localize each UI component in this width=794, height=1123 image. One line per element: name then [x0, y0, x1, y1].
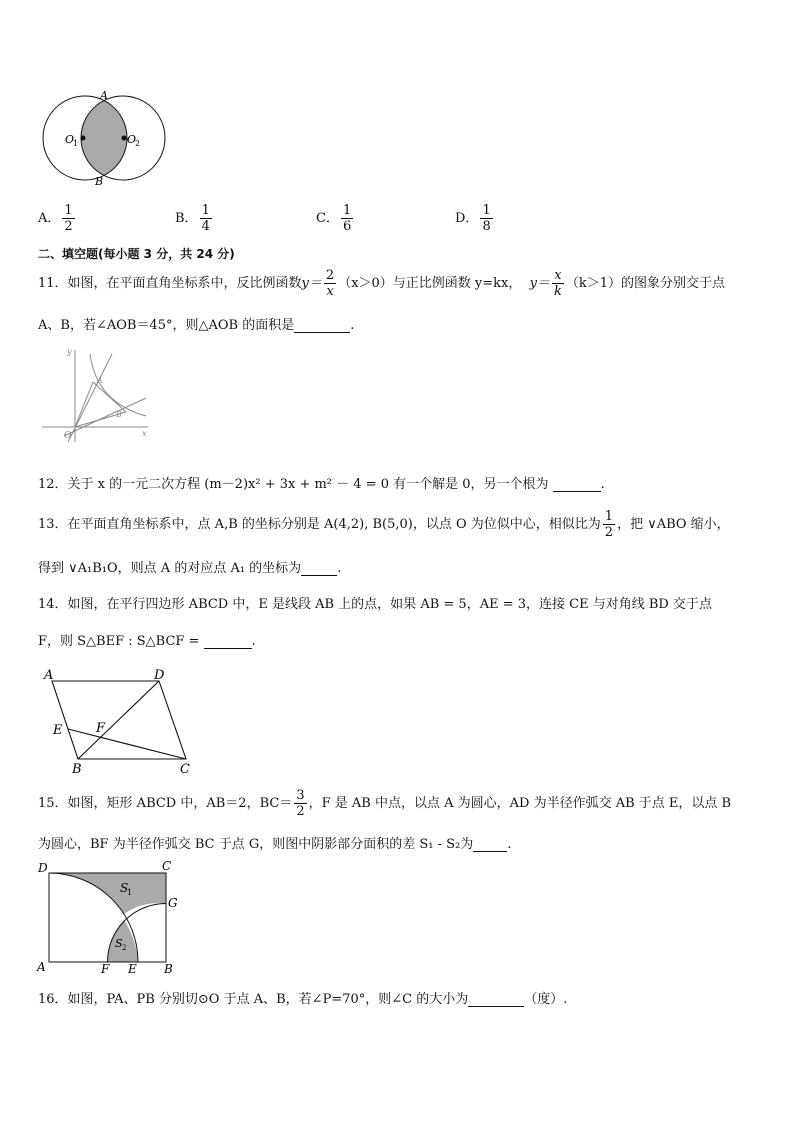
label-o2: O [127, 133, 137, 146]
axis-y-label: y [67, 347, 72, 356]
q15-line2: 为圆心，BF 为半径作弧交 BC 于点 G，则图中阴影部分面积的差 S₁ - S₂为 . [38, 837, 512, 852]
label-o1: O [65, 133, 75, 146]
option-a[interactable]: A． $\frac{1}{2}$ [38, 203, 73, 234]
vertex-f: F [96, 721, 106, 736]
point-a-label: A [97, 376, 103, 385]
vertex-c: C [180, 762, 190, 777]
q13-line2: 得到 ∨A₁B₁O，则点 A 的对应点 A₁ 的坐标为 . [38, 561, 342, 576]
s2-label: S [115, 937, 123, 950]
q14-answer-blank[interactable] [204, 636, 252, 649]
q11-line2: A、B，若∠AOB＝45°，则△AOB 的面积是 . [38, 318, 355, 333]
option-d[interactable]: D． $\frac{1}{8}$ [455, 203, 491, 234]
point-b-label: B [116, 410, 122, 419]
q11-answer-blank[interactable] [294, 320, 350, 333]
rect-f: F [101, 962, 110, 976]
q15-answer-blank[interactable] [473, 839, 507, 852]
label-o2-sub: 2 [135, 139, 141, 148]
origin-label: O [64, 431, 72, 441]
vertex-a: A [44, 668, 54, 683]
q13-answer-blank[interactable] [301, 563, 337, 576]
q12-line: 12．关于 x 的一元二次方程 (m－2)x² + 3x + m² － 4 = 0 有一个解是 0，另一个根为 . [38, 477, 605, 492]
section-title: 二、填空题(每小题 3 分，共 24 分) [38, 247, 235, 261]
rect-b: B [164, 962, 173, 976]
s1-sub: 1 [127, 888, 133, 897]
s2-sub: 2 [122, 944, 127, 952]
vertex-d: D [154, 668, 165, 683]
q16-answer-blank[interactable] [468, 994, 524, 1007]
rect-d: D [38, 861, 48, 875]
s1-label: S [120, 881, 129, 895]
rect-e: E [128, 962, 137, 976]
q15-rectangle-figure [34, 856, 184, 978]
rect-g: G [168, 896, 178, 910]
axis-x-label: x [142, 429, 147, 438]
q14-parallelogram-figure [38, 662, 198, 777]
rect-a: A [37, 960, 46, 974]
label-o1-sub: 1 [73, 139, 79, 148]
rect-c: C [162, 859, 172, 873]
q12-answer-blank[interactable] [553, 479, 601, 492]
vertex-e: E [53, 723, 63, 738]
q11-graph-figure [38, 342, 153, 447]
q15-line1: 15．如图，矩形 ABCD 中，AB＝2，BC＝ $\frac{3}{2}$ ，F 是 AB 中点，以点 A 为圆心，AD 为半径作弧交 AB 于点 E，以点 B [38, 788, 732, 819]
option-c[interactable]: C． $\frac{1}{6}$ [316, 203, 352, 234]
label-b: B [95, 175, 104, 188]
q16-line: 16．如图，PA、PB 分别切⊙O 于点 A、B，若∠P=70°，则∠C 的大小为 （度）. [38, 992, 568, 1007]
option-b[interactable]: B． $\frac{1}{4}$ [175, 203, 210, 234]
q14-line1: 14．如图，在平行四边形 ABCD 中，E 是线段 AB 上的点，如果 AB = 5，AE = 3，连接 CE 与对角线 BD 交于点 [38, 597, 712, 612]
q11-line1: 11．如图，在平面直角坐标系中，反比例函数y＝ $\frac{2}{x}$ （x＞0）与正比例函数 y=kx， y＝ $\frac{x}{k}$ （k＞1）的图象分别交于点 [38, 268, 726, 299]
two-circles-figure [38, 88, 168, 188]
q13-line1: 13．在平面直角坐标系中，点 A,B 的坐标分别是 A(4,2), B(5,0)，以点 O 为位似中心，相似比为 $\frac{1}{2}$ ，把 ∨ABO 缩小， [38, 509, 730, 540]
label-a: A [100, 89, 108, 102]
vertex-b: B [72, 762, 82, 777]
q14-line2: F，则 S△BEF : S△BCF = . [38, 634, 256, 649]
